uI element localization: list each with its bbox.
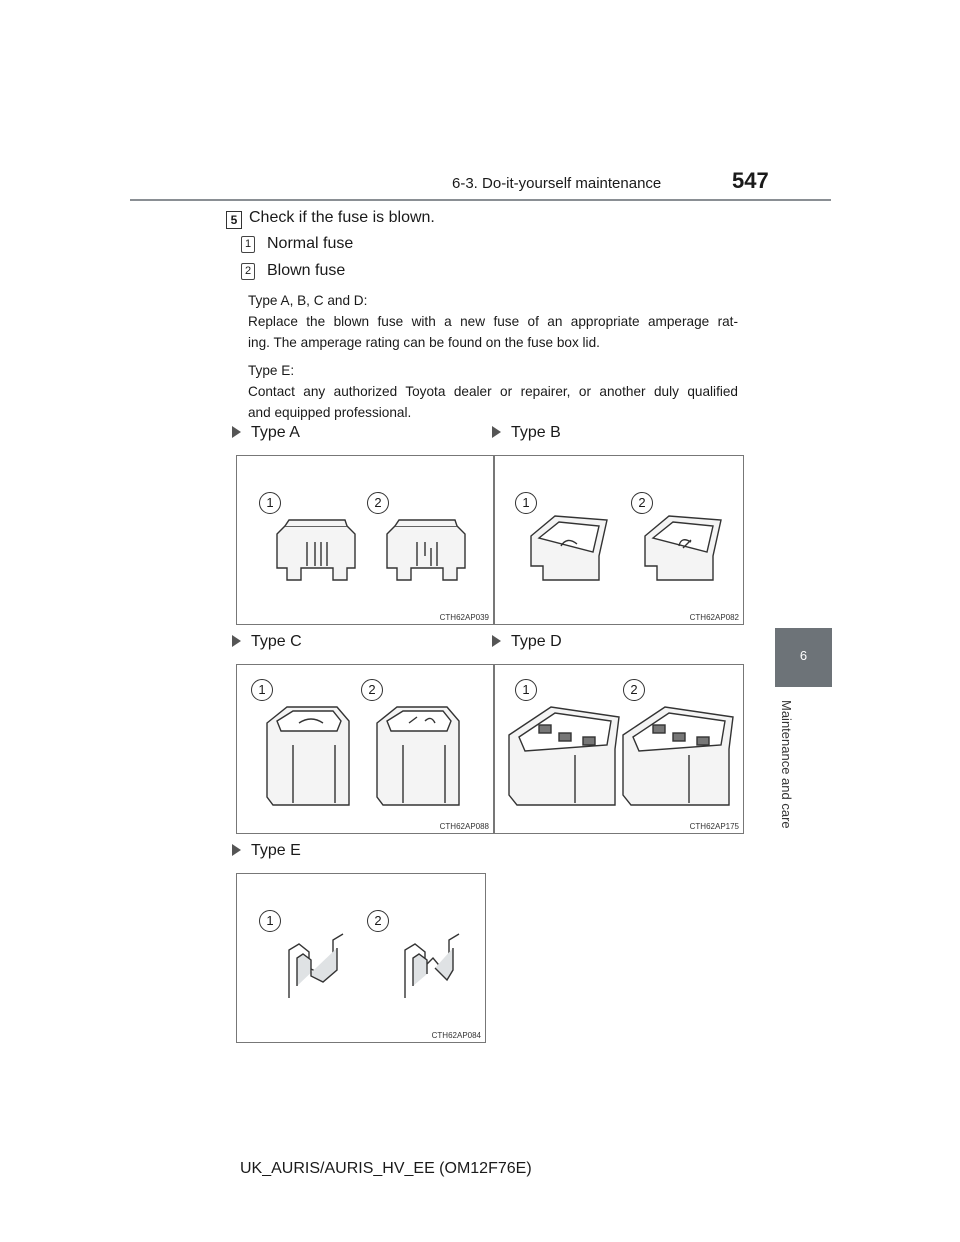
figure-d-callout-2: 2: [623, 679, 645, 701]
note-type-abcd: [248, 290, 738, 353]
item-badge-blown: 2: [241, 263, 255, 280]
type-b-label: Type B: [492, 424, 561, 442]
figure-type-d: [494, 664, 744, 834]
type-c-label: Type C: [232, 633, 302, 651]
figure-type-e: [236, 873, 486, 1043]
figure-e-callout-1: 1: [259, 910, 281, 932]
triangle-bullet-icon: [492, 426, 501, 438]
chapter-number: 6: [799, 648, 808, 663]
item-label-normal: Normal fuse: [267, 235, 354, 252]
note-e-line1: Contact any authorized Toyota dealer or repairer, or another duly qualified: [248, 384, 738, 399]
triangle-bullet-icon: [232, 426, 241, 438]
triangle-bullet-icon: [232, 844, 241, 856]
chapter-tab: [775, 628, 832, 687]
figure-type-c: [236, 664, 494, 834]
chapter-title-vertical: [775, 700, 799, 840]
step-text: Check if the fuse is blown.: [249, 209, 435, 226]
type-b-fuse-illustration: [495, 456, 743, 624]
figure-b-callout-2: 2: [631, 492, 653, 514]
chapter-title: Maintenance and care: [779, 700, 794, 829]
figure-a-callout-1: 1: [259, 492, 281, 514]
note-abcd-line2: ing. The amperage rating can be found on the fuse box lid.: [248, 335, 600, 350]
figure-a-callout-2: 2: [367, 492, 389, 514]
figure-d-code: CTH62AP175: [689, 822, 739, 831]
figure-c-callout-1: 1: [251, 679, 273, 701]
note-e-line2: and equipped professional.: [248, 405, 412, 420]
figure-b-code: CTH62AP082: [689, 613, 739, 622]
note-abcd-title: Type A, B, C and D:: [248, 293, 368, 308]
figure-type-a: [236, 455, 494, 625]
step-number-badge: 5: [226, 211, 242, 229]
type-e-label: Type E: [232, 842, 301, 860]
type-e-fuse-illustration: [237, 874, 485, 1042]
figure-c-callout-2: 2: [361, 679, 383, 701]
section-title: 6-3. Do-it-yourself maintenance: [452, 175, 662, 192]
note-e-title: Type E:: [248, 363, 295, 378]
item-label-blown: Blown fuse: [267, 262, 346, 279]
type-c-fuse-illustration: [237, 665, 493, 833]
note-abcd-line1: Replace the blown fuse with a new fuse of an appropriate amperage rat-: [248, 314, 738, 329]
item-badge-normal: 1: [241, 236, 255, 253]
type-a-label: Type A: [232, 424, 300, 442]
type-d-fuse-illustration: [495, 665, 743, 833]
page-number: 547: [732, 168, 769, 193]
document-id: UK_AURIS/AURIS_HV_EE (OM12F76E): [240, 1160, 532, 1177]
type-a-fuse-illustration: [237, 456, 493, 624]
figure-d-callout-1: 1: [515, 679, 537, 701]
type-d-label: Type D: [492, 633, 562, 651]
figure-c-code: CTH62AP088: [439, 822, 489, 831]
figure-b-callout-1: 1: [515, 492, 537, 514]
figure-a-code: CTH62AP039: [439, 613, 489, 622]
figure-e-callout-2: 2: [367, 910, 389, 932]
triangle-bullet-icon: [492, 635, 501, 647]
figure-type-b: [494, 455, 744, 625]
note-type-e: [248, 360, 738, 423]
header-divider: [130, 199, 831, 201]
figure-e-code: CTH62AP084: [431, 1031, 481, 1040]
triangle-bullet-icon: [232, 635, 241, 647]
